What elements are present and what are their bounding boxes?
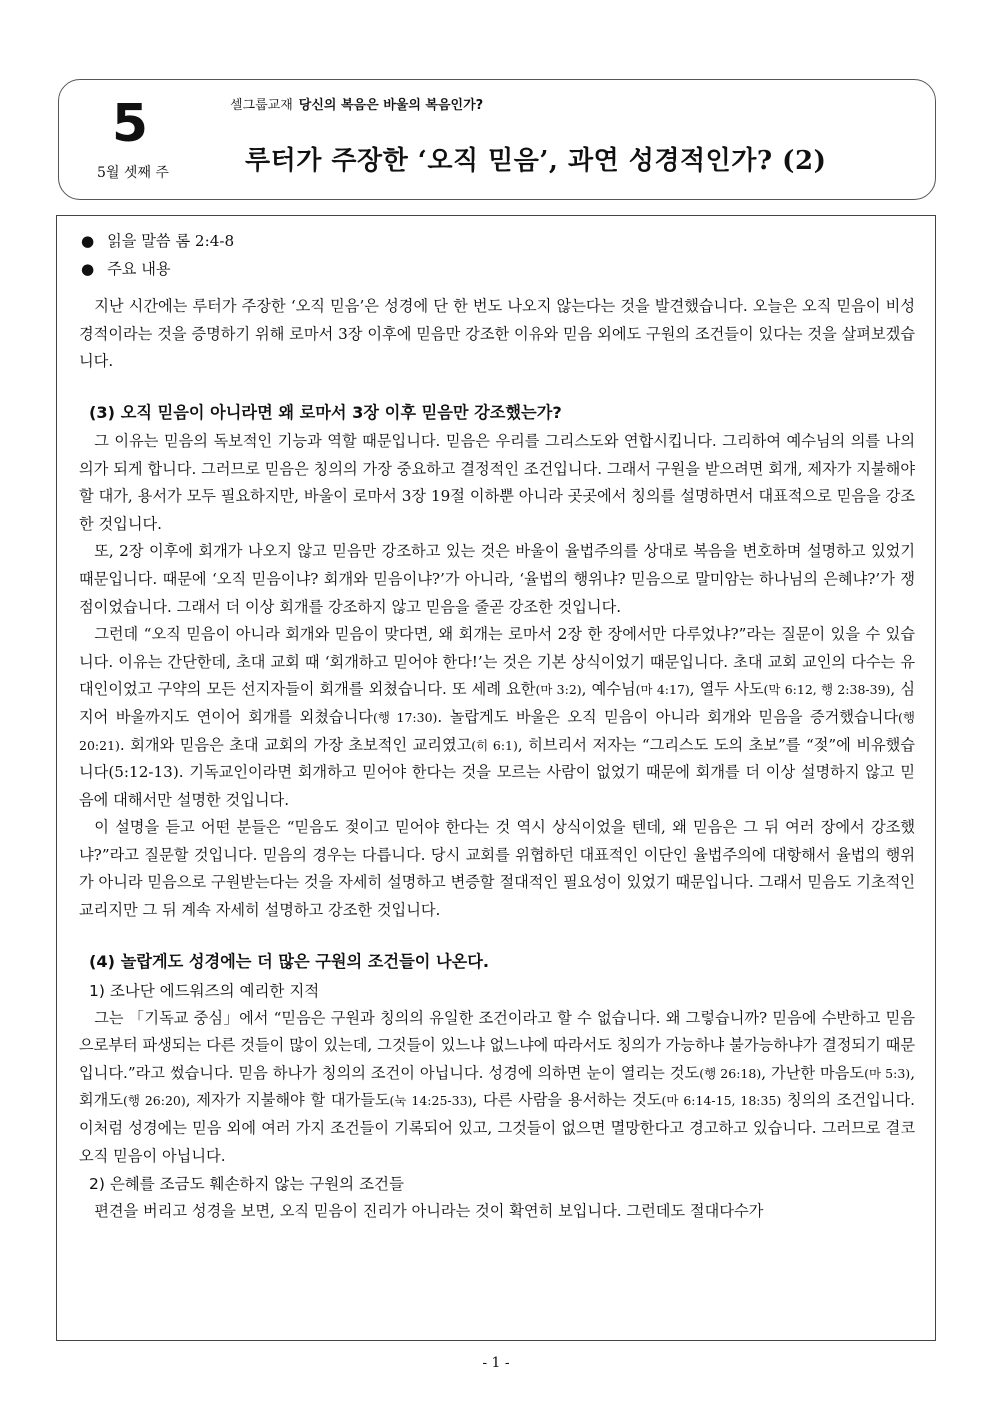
- section-heading-4: (4) 놀랍게도 성경에는 더 많은 구원의 조건들이 나온다.: [89, 951, 490, 971]
- paragraph: 또, 2장 이후에 회개가 나오지 않고 믿음만 강조하고 있는 것은 바울이 율법주의를 상대로 복음을 변호하며 설명하고 있었기 때문입니다. 때문에 ‘오직 믿음이냐? 회개와 믿음이냐?’가 아니라, ‘율법의 행위냐? 믿음으로 말미암는 하나님의 은혜냐?’가 쟁점이었습니다. 그래서 더 이상 회개를 강조하지 않고 믿음을 줄곧 강조한 것입니다.: [79, 542, 915, 616]
- bible-ref: (마 5:3): [864, 1065, 911, 1081]
- reading-line: [79, 228, 915, 256]
- bible-ref: (행 17:30): [372, 709, 438, 725]
- section-heading-3: (3) 오직 믿음이 아니라면 왜 로마서 3장 이후 믿음만 강조했는가?: [89, 402, 562, 422]
- summary-line: [79, 256, 915, 284]
- bible-ref: (마 4:17): [635, 682, 690, 698]
- bible-ref: (마 6:14-15, 18:35): [661, 1093, 782, 1109]
- paragraph: 그 이유는 믿음의 독보적인 기능과 역할 때문입니다. 믿음은 우리를 그리스도와 연합시킵니다. 그리하여 예수님의 의를 나의 의가 되게 합니다. 그러므로 믿음은 칭의의 가장 중요하고 결정적인 조건입니다. 그래서 구원을 받으려면 회개, 제자가 지불해야 할 대가, 용서가 모두 필요하지만, 바울이 로마서 3장 19절 이하뿐 아니라 곳곳에서 칭의를 설명하면서 대표적으로 믿음을 강조한 것입니다.: [79, 431, 915, 533]
- subheading-1: 1) 조나단 에드워즈의 예리한 지적: [89, 981, 320, 1000]
- content-box: [56, 215, 936, 1341]
- lesson-number: 5: [111, 94, 149, 154]
- subheading-2: 2) 은혜를 조금도 훼손하지 않는 구원의 조건들: [89, 1175, 404, 1194]
- paragraph-with-refs: 그런데 “오직 믿음이 아니라 회개와 믿음이 맞다면, 왜 회개는 로마서 2장 한 장에서만 다루었냐?”라는 질문이 있을 수 있습니다. 이유는 간단한데, 초대 교회 때 ‘회개하고 믿어야 한다!’는 것은 기본 상식이었기 때문입니다. 초대 교회 교인의 다수는 유대인이었고 구약의 모든 선지자들이 회개를 외쳤습니다. 또 세례 요한(마 3:2), 예수님(마 4:17), 열두 사도(막 6:12, 행 2:38-39), 심지어 바울까지도 연이어 회개를 외쳤습니다(행 17:30). 놀랍게도 바울은 오직 믿음이 아니라 회개와 믿음을 증거했습니다(행 20:21). 회개와 믿음은 초대 교회의 가장 초보적인 교리였고(히 6:1), 히브리서 저자는 “그리스도 도의 초보”를 “젖”에 비유했습니다(5:12-13). 기독교인이라면 회개하고 믿어야 한다는 것을 모르는 사람이 없었기 때문에 회개를 더 이상 설명하지 않고 믿음에 대해서만 설명한 것입니다.: [79, 625, 916, 809]
- bible-ref: (히 6:1): [471, 737, 518, 753]
- series-line: [230, 94, 483, 113]
- bullet-icon: ●: [81, 259, 95, 278]
- reading-label: 읽을 말씀: [107, 232, 171, 250]
- series-title: 당신의 복음은 바울의 복음인가?: [298, 98, 484, 113]
- bible-ref: (눅 14:25-33): [389, 1093, 473, 1109]
- content: [79, 228, 915, 1226]
- week-label: 5월 셋째 주: [97, 165, 169, 181]
- bible-ref: (행 26:20): [123, 1093, 186, 1109]
- paragraph-intro: 지난 시간에는 루터가 주장한 ‘오직 믿음’은 성경에 단 한 번도 나오지 않는다는 것을 발견했습니다. 오늘은 오직 믿음이 비성경적이라는 것을 증명하기 위해 로마서 3장 이후에 믿음만 강조한 이유와 믿음 외에도 구원의 조건들이 있다는 것을 살펴보겠습니다.: [79, 297, 915, 371]
- bullet-icon: ●: [81, 232, 95, 250]
- paragraph: 이 설명을 듣고 어떤 분들은 “믿음도 젖이고 믿어야 한다는 것 역시 상식이었을 텐데, 왜 믿음은 그 뒤 여러 장에서 강조했냐?”라고 질문할 것입니다. 믿음의 경우는 다릅니다. 당시 교회를 위협하던 대표적인 이단인 율법주의에 대항해서 율법의 행위가 아니라 믿음으로 구원받는다는 것을 자세히 설명하고 변증할 절대적인 필요성이 있었기 때문입니다. 그래서 믿음도 기초적인 교리지만 그 뒤 계속 자세히 설명하고 강조한 것입니다.: [79, 818, 915, 920]
- reading-ref: 롬 2:4-8: [175, 232, 235, 250]
- bible-ref: (마 3:2): [535, 682, 582, 698]
- page-number: - 1 -: [482, 1355, 510, 1371]
- bible-ref: (5:12-13): [108, 763, 179, 782]
- bible-ref: (행 26:18): [699, 1065, 762, 1081]
- bible-ref: (막 6:12, 행 2:38-39): [763, 682, 891, 698]
- paragraph-with-refs: 그는 「기독교 중심」에서 “믿음은 구원과 칭의의 유일한 조건이라고 할 수 없습니다. 왜 그렇습니까? 믿음에 수반하고 믿음으로부터 파생되는 다른 것들이 많이 있는데, 그것들이 있느냐 없느냐에 따라서도 칭의가 가능하냐 불가능하냐가 결정되기 때문입니다.”라고 썼습니다. 믿음 하나가 칭의의 조건이 아닙니다. 성경에 의하면 눈이 열리는 것도(행 26:18), 가난한 마음도(마 5:3), 회개도(행 26:20), 제자가 지불해야 할 대가들도(눅 14:25-33), 다른 사람을 용서하는 것도(마 6:14-15, 18:35) 칭의의 조건입니다. 이처럼 성경에는 믿음 외에 여러 가지 조건들이 기록되어 있고, 그것들이 없으면 멸망한다고 경고하고 있습니다. 그러므로 결코 오직 믿음이 아닙니다.: [79, 1008, 916, 1165]
- page-title: 루터가 주장한 ‘오직 믿음’, 과연 성경적인가? (2): [245, 146, 827, 176]
- bible-ref: (행 20:21): [79, 709, 915, 753]
- summary-label: 주요 내용: [107, 259, 171, 278]
- series-label: 셀그룹교재: [230, 98, 293, 113]
- paragraph: 편견을 버리고 성경을 보면, 오직 믿음이 진리가 아니라는 것이 확연히 보입니다. 그런데도 절대다수가: [94, 1202, 764, 1221]
